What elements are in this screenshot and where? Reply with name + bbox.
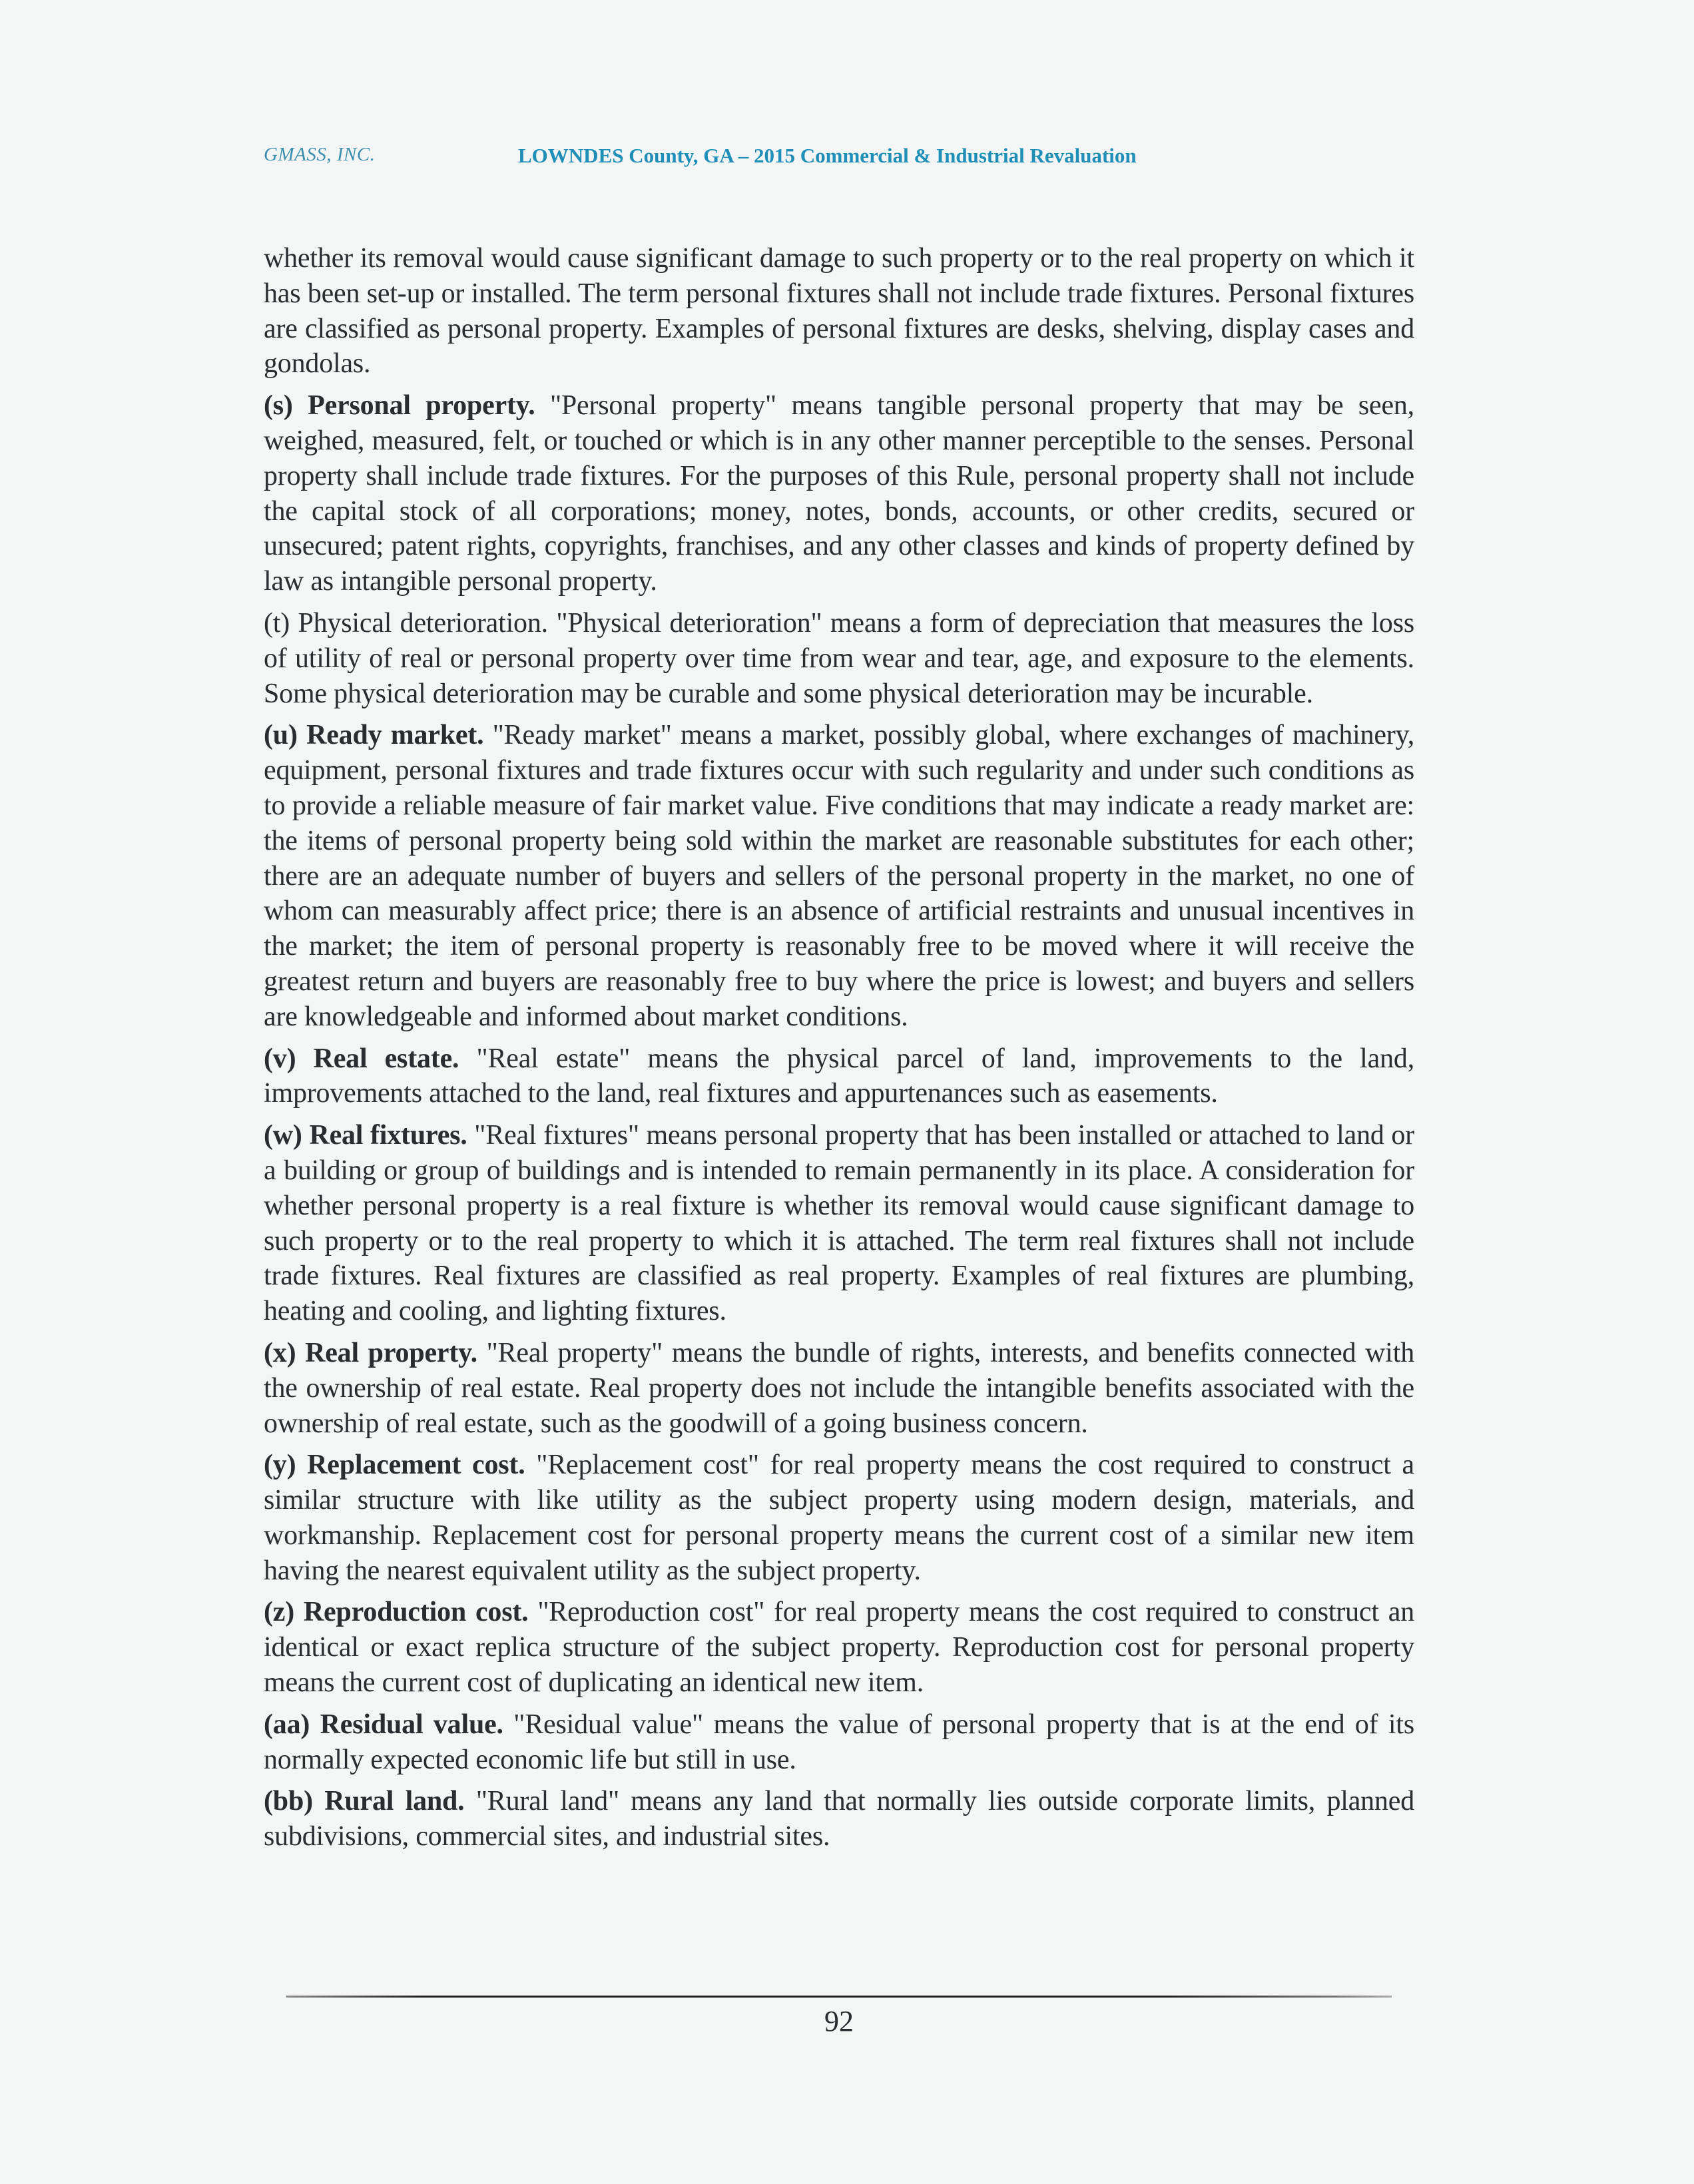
document-title: LOWNDES County, GA – 2015 Commercial & Industrial Revaluation [518, 144, 1137, 167]
definition-term: Replacement cost. [307, 1450, 525, 1481]
definition-text: "Reproduction cost" for real property means the cost required to construct an identical or exact replica structure of the subject property. Reproduction cost for personal property means the current cost of duplicating an identical new item. [264, 1597, 1414, 1699]
page-number: 92 [824, 2005, 854, 2038]
definition-physical-deterioration [264, 606, 1414, 711]
definition-real-fixtures [264, 1118, 1414, 1329]
definition-text: "Rural land" means any land that normally lies outside corporate limits, planned subdivisions, commercial sites, and industrial sites. [264, 1786, 1414, 1852]
footer-divider [286, 1996, 1392, 1998]
definition-text: "Real estate" means the physical parcel of land, improvements to the land, improvements attached to the land, real fixtures and appurtenances such as easements. [264, 1043, 1414, 1109]
definition-text: "Real property" means the bundle of rights, interests, and benefits connected with the ownership of real estate. Real property does not include the intangible benefits associated with the ownership of real estate, such as the goodwill of a going business concern. [264, 1337, 1414, 1439]
definition-label: (w) [264, 1120, 310, 1151]
definition-label: (bb) [264, 1786, 325, 1817]
definition-label: (y) [264, 1450, 308, 1481]
definition-text: "Real fixtures" means personal property that has been installed or attached to land or a building or group of buildings and is intended to remain permanently in its place. A consideration for whether personal property is a real fixture is whether its removal would cause significant damage to such property or to the real property to which it is attached. The term real fixtures shall not include trade fixtures. Real fixtures are classified as real property. Examples of real fixtures are plumbing, heating and cooling, and lighting fixtures. [264, 1120, 1414, 1327]
definition-term: Real fixtures. [309, 1120, 467, 1151]
paragraph-text: whether its removal would cause significant damage to such property or to the real property on which it has been set-up or installed. The term personal fixtures shall not include trade fixtures. Personal fixtures are classified as personal property. Examples of personal fixtures are desks, shelving, display cases and gondolas. [264, 243, 1414, 380]
definition-term: Rural land. [324, 1786, 465, 1817]
definition-term: Personal property. [308, 390, 535, 421]
definition-residual-value [264, 1707, 1414, 1778]
paragraph-continuation [264, 241, 1414, 382]
definition-term: Ready market. [306, 720, 484, 751]
page-header [264, 141, 1462, 174]
definition-reproduction-cost [264, 1595, 1414, 1700]
definition-label: (v) [264, 1043, 314, 1074]
definition-rural-land [264, 1784, 1414, 1854]
definition-label: (t) [264, 607, 298, 639]
company-name: GMASS, INC. [264, 144, 376, 165]
definition-text: "Ready market" means a market, possibly global, where exchanges of machinery, equipment, personal fixtures and trade fixtures occur with such regularity and under such conditions as to provide a reliable measure of fair market value. Five conditions that may indicate a ready market are: the items of personal property being sold within the market are reasonable substitutes for each other; there are an adequate number of buyers and sellers of the personal property in the market, no one of whom can measurably affect price; there is an absence of artificial restraints and unusual incentives in the market; the item of personal property is reasonably free to be moved where it will receive the greatest return and buyers are reasonably free to buy where the price is lowest; and buyers and sellers are knowledgeable and informed about market conditions. [264, 720, 1415, 1032]
definition-label: (aa) [264, 1709, 320, 1740]
definition-term: Reproduction cost. [303, 1597, 529, 1628]
definition-real-property [264, 1336, 1414, 1441]
definition-text: "Residual value" means the value of personal property that is at the end of its normally expected economic life but still in use. [264, 1709, 1414, 1775]
definition-label: (u) [264, 720, 307, 751]
definition-text: Physical deterioration. "Physical deterioration" means a form of depreciation that measures the loss of utility of real or personal property over time from wear and tear, age, and exposure to the elements. Some physical deterioration may be curable and some physical deterioration may be incurable. [264, 607, 1414, 709]
document-body [264, 241, 1414, 1861]
definition-replacement-cost [264, 1448, 1414, 1588]
definition-term: Residual value. [320, 1709, 503, 1740]
definition-text: "Personal property" means tangible personal property that may be seen, weighed, measured, felt, or touched or which is in any other manner perceptible to the senses. Personal property shall include trade fixtures. For the purposes of this Rule, personal property shall not include the capital stock of all corporations; money, notes, bonds, accounts, or other credits, secured or unsecured; patent rights, copyrights, franchises, and any other classes and kinds of property defined by law as intangible personal property. [264, 390, 1414, 597]
definition-term: Real estate. [313, 1043, 459, 1074]
definition-text: "Replacement cost" for real property means the cost required to construct a similar structure with like utility as the subject property using modern design, materials, and workmanship. Replacement cost for personal property means the current cost of a similar new item having the nearest equivalent utility as the subject property. [264, 1450, 1414, 1586]
definition-real-estate [264, 1041, 1414, 1112]
definition-label: (s) [264, 390, 308, 421]
definition-label: (z) [264, 1597, 304, 1628]
definition-term: Real property. [305, 1337, 477, 1368]
definition-ready-market [264, 718, 1414, 1034]
definition-personal-property [264, 388, 1414, 599]
definition-label: (x) [264, 1337, 306, 1368]
